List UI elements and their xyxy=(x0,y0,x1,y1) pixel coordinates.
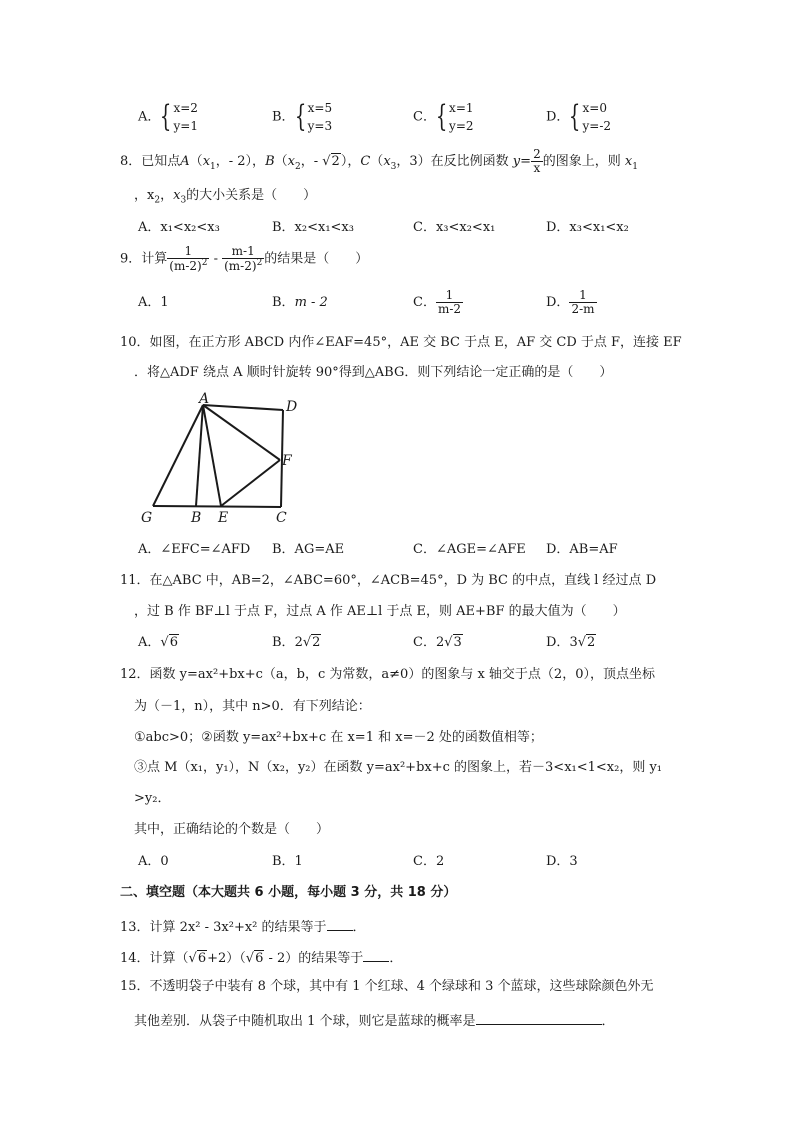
q8-option-d: D．x₃<x₁<x₂ xyxy=(546,220,629,235)
q12-option-b: B．1 xyxy=(272,854,303,869)
q10-figure xyxy=(135,388,305,528)
q9-option-c: C． $\frac{1}{m-2}$ xyxy=(413,288,462,317)
q12-option-a: A．0 xyxy=(138,854,169,869)
q9-option-a: A．1 xyxy=(138,295,169,310)
point-label-e: E xyxy=(218,510,229,526)
edge-ag xyxy=(153,405,203,506)
q7-option-b: B．{ x=5 y=3 xyxy=(272,99,333,134)
q7-option-a: A．{ x=2 y=1 xyxy=(138,99,198,134)
q15-line1: 15．不透明袋子中装有 8 个球，其中有 1 个红球、4 个绿球和 3 个蓝球，这些球除颜色外无 xyxy=(120,979,654,994)
point-label-f: F xyxy=(282,453,292,469)
answer-blank-14[interactable] xyxy=(363,949,389,962)
q12-line1: 12．函数 y=ax²+bx+c（a，b，c 为常数，a≠0）的图象与 x 轴交于点（2，0），顶点坐标 xyxy=(120,667,655,682)
q10-line2: ．将△ADF 绕点 A 顺时针旋转 90°得到△ABG．则下列结论一定正确的是（ ） xyxy=(134,365,613,380)
q7-option-d: D．{ x=0 y=-2 xyxy=(546,99,612,134)
q12-line3: ①abc>0；②函数 y=ax²+bx+c 在 x=1 和 x=－2 处的函数值相等； xyxy=(134,730,543,745)
edge-ef xyxy=(221,460,280,506)
q13-line: 13．计算 2x² - 3x²+x² 的结果等于 ． xyxy=(120,920,366,935)
answer-blank-15[interactable] xyxy=(476,1012,602,1025)
q8-option-c: C．x₃<x₂<x₁ xyxy=(413,220,496,235)
q10-option-c: C．∠AGE=∠AFE xyxy=(413,542,526,557)
q12-option-d: D．3 xyxy=(546,854,578,869)
q10-option-b: B．AG=AE xyxy=(272,542,345,557)
point-label-a: A xyxy=(199,391,210,407)
q10-option-a: A．∠EFC=∠AFD xyxy=(138,542,251,557)
q9-option-b: B．m - 2 xyxy=(272,295,328,310)
edge-gc xyxy=(153,506,281,507)
edge-ad xyxy=(203,405,283,410)
edge-ab xyxy=(196,405,203,506)
q7-option-c: C．{ x=1 y=2 xyxy=(413,99,474,134)
q9-fraction-2: $\frac{m-1}{(m-2)^2}$ xyxy=(224,244,263,274)
q10-option-d: D．AB=AF xyxy=(546,542,618,557)
answer-blank-13[interactable] xyxy=(327,918,353,931)
q11-option-d: D．3√2 xyxy=(546,635,596,650)
point-label-c: C xyxy=(276,510,287,526)
section-heading: 二、填空题（本大题共 6 小题，每小题 3 分，共 18 分） xyxy=(120,885,457,900)
q12-line4: ③点 M（x₁，y₁），N（x₂，y₂）在函数 y=ax²+bx+c 的图象上，若－3<x₁<1<x₂，则 y₁ xyxy=(134,760,663,775)
q12-line2: 为（－1，n），其中 n>0．有下列结论： xyxy=(134,699,371,714)
q9-fraction-1: $\frac{1}{(m-2)^2}$ xyxy=(169,244,208,274)
q8-option-a: A．x₁<x₂<x₃ xyxy=(138,220,220,235)
edge-af xyxy=(203,405,280,460)
q8-line2: ，$x_2$，$x_3$的大小关系是（ ） xyxy=(134,188,317,206)
q9-option-d: D． $\frac{1}{2-m}$ xyxy=(546,288,595,317)
q8-option-b: B．x₂<x₁<x₃ xyxy=(272,220,354,235)
q11-line1: 11．在△ABC 中，AB=2，∠ABC=60°，∠ACB=45°，D 为 BC 的中点，直线 l 经过点 D xyxy=(120,573,657,588)
q9-line: 9．计算 $\frac{1}{(m-2)^2}$ - $\frac{m-1}{(m-2)^2}$ 的结果是（ ） xyxy=(120,244,369,274)
q14-line: 14．计算（√6+2）（√6 - 2）的结果等于 ． xyxy=(120,951,403,966)
q15-line2: 其他差别．从袋子中随机取出 1 个球，则它是蓝球的概率是 ． xyxy=(134,1014,615,1029)
edge-ae xyxy=(203,405,221,506)
q11-option-c: C．2√3 xyxy=(413,635,462,650)
point-label-d: D xyxy=(286,399,298,415)
q12-line5: >y₂． xyxy=(134,791,171,806)
q11-option-b: B．2√2 xyxy=(272,635,321,650)
q11-option-a: A．√6 xyxy=(138,635,178,650)
q12-option-c: C．2 xyxy=(413,854,445,869)
q11-line2: ，过 B 作 BF⊥l 于点 F，过点 A 作 AE⊥l 于点 E，则 AE+BF 的最大值为（ ） xyxy=(134,604,626,619)
point-label-g: G xyxy=(141,510,153,526)
q8-line1: 8．已知点$A(x_1$，- 2），$B(x_2$，- √2），$C(x_3$，3）在反比例函数 y= $\frac{2}{x}$ 的图象上，则 $x_1$ xyxy=(120,147,638,176)
q12-line6: 其中，正确结论的个数是（ ） xyxy=(134,822,330,837)
point-label-b: B xyxy=(191,510,202,526)
q8-fraction: $\frac{2}{x}$ xyxy=(533,147,541,176)
q10-line1: 10．如图，在正方形 ABCD 内作∠EAF=45°，AE 交 BC 于点 E，AF 交 CD 于点 F，连接 EF xyxy=(120,335,682,350)
